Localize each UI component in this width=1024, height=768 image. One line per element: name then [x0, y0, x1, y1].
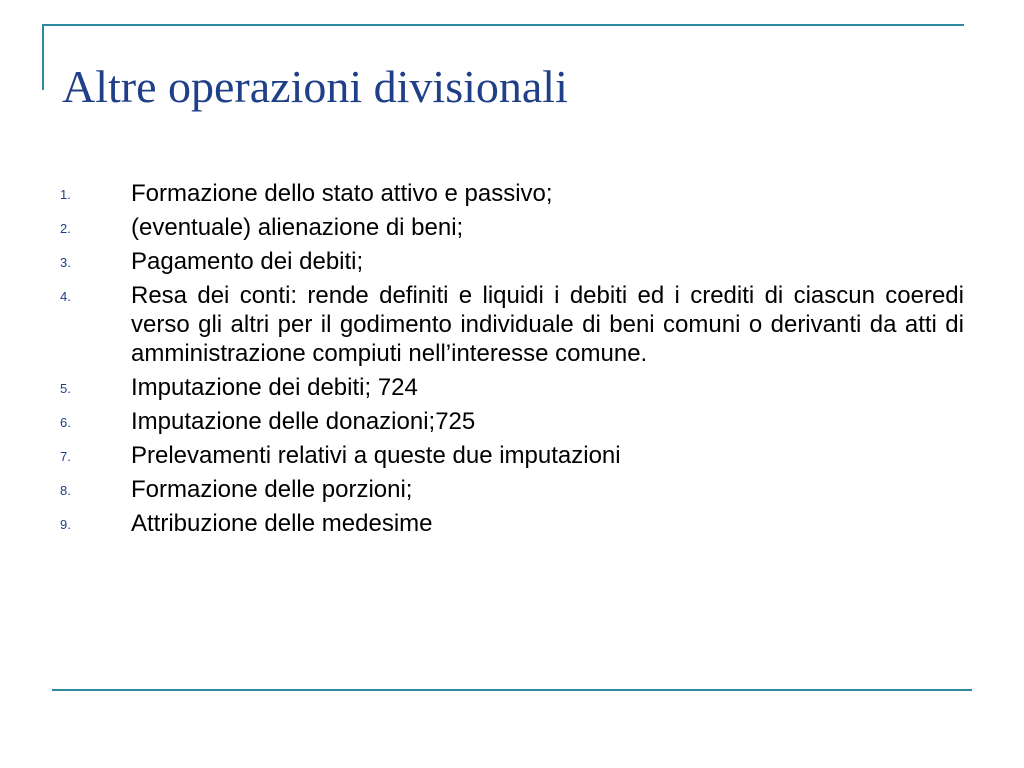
list-item	[60, 281, 964, 368]
list-item-text: Imputazione delle donazioni;725	[131, 408, 476, 435]
list-item	[60, 247, 964, 276]
list-item-number: 9.	[60, 517, 71, 532]
list-item-text: Pagamento dei debiti;	[131, 248, 364, 275]
list-item-number: 1.	[60, 187, 71, 202]
list-item	[60, 179, 964, 208]
list-item-number: 8.	[60, 483, 71, 498]
list-item	[60, 407, 964, 436]
slide-title: Altre operazioni divisionali	[62, 61, 568, 112]
list-item-number: 3.	[60, 255, 71, 270]
list-item-text: Resa dei conti: rende definiti e liquidi i debiti ed i crediti di ciascun coeredi verso gli altri per il godimento individuale di beni comuni o derivanti da atti di amministrazione compiuti nell’interesse comune.	[131, 282, 964, 367]
list-item	[60, 373, 964, 402]
list-item-text: Formazione dello stato attivo e passivo;	[131, 180, 553, 207]
left-accent-line	[42, 24, 44, 90]
list-item-text: Prelevamenti relativi a queste due imputazioni	[131, 442, 621, 469]
list-item	[60, 441, 964, 470]
list-item	[60, 213, 964, 242]
list-item-text: (eventuale) alienazione di beni;	[131, 214, 464, 241]
list-item-text: Formazione delle porzioni;	[131, 476, 413, 503]
list-item-number: 7.	[60, 449, 71, 464]
numbered-list	[60, 179, 964, 543]
list-item-number: 5.	[60, 381, 71, 396]
bottom-accent-line	[52, 689, 972, 691]
list-item-number: 4.	[60, 289, 71, 304]
list-item-text: Attribuzione delle medesime	[131, 510, 433, 537]
list-item-number: 2.	[60, 221, 71, 236]
list-item-number: 6.	[60, 415, 71, 430]
list-item	[60, 509, 964, 538]
top-accent-line	[42, 24, 964, 26]
list-item	[60, 475, 964, 504]
list-item-text: Imputazione dei debiti; 724	[131, 374, 418, 401]
